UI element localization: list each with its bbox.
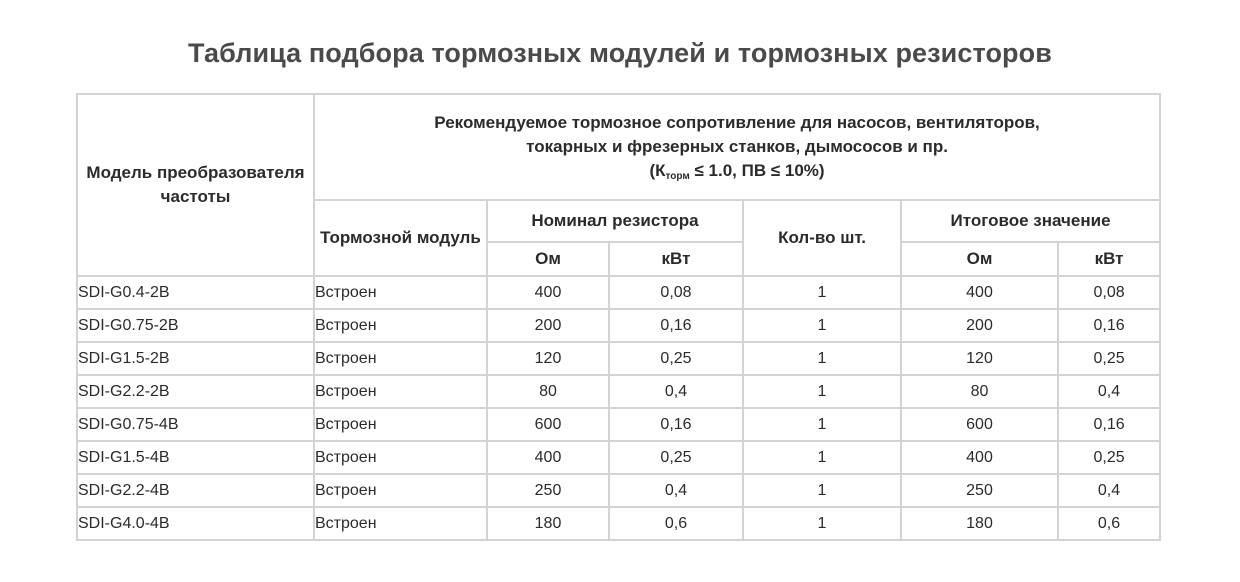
cell-quantity: 1 bbox=[743, 375, 901, 408]
cell-nominal-kw: 0,25 bbox=[609, 441, 743, 474]
cell-quantity: 1 bbox=[743, 342, 901, 375]
table-row bbox=[77, 342, 1160, 375]
cell-total-ohm: 400 bbox=[901, 441, 1058, 474]
cell-nominal-kw: 0,16 bbox=[609, 408, 743, 441]
cell-total-ohm: 600 bbox=[901, 408, 1058, 441]
cell-nominal-kw: 0,08 bbox=[609, 276, 743, 309]
cell-nominal-ohm: 80 bbox=[487, 375, 609, 408]
header-condition-subscript: торм bbox=[665, 171, 690, 182]
cell-module: Встроен bbox=[314, 441, 487, 474]
header-condition bbox=[649, 161, 824, 180]
cell-nominal-ohm: 200 bbox=[487, 309, 609, 342]
cell-nominal-ohm: 180 bbox=[487, 507, 609, 540]
cell-quantity: 1 bbox=[743, 276, 901, 309]
header-recommended-line1: Рекомендуемое тормозное сопротивление для насосов, вентиляторов, bbox=[434, 113, 1040, 132]
cell-quantity: 1 bbox=[743, 309, 901, 342]
cell-model: SDI-G1.5-2B bbox=[77, 342, 314, 375]
header-condition-open: (К bbox=[649, 161, 666, 180]
cell-nominal-kw: 0,25 bbox=[609, 342, 743, 375]
cell-module: Встроен bbox=[314, 309, 487, 342]
cell-nominal-ohm: 250 bbox=[487, 474, 609, 507]
brake-resistor-table bbox=[76, 93, 1161, 541]
header-condition-rest: ≤ 1.0, ПВ ≤ 10%) bbox=[689, 161, 825, 180]
cell-nominal-kw: 0,6 bbox=[609, 507, 743, 540]
header-brake-module: Тормозной модуль bbox=[314, 200, 487, 276]
cell-model: SDI-G1.5-4B bbox=[77, 441, 314, 474]
table-row bbox=[77, 474, 1160, 507]
cell-module: Встроен bbox=[314, 375, 487, 408]
cell-total-ohm: 80 bbox=[901, 375, 1058, 408]
cell-nominal-kw: 0,4 bbox=[609, 375, 743, 408]
cell-total-kw: 0,4 bbox=[1058, 375, 1160, 408]
page-title: Таблица подбора тормозных модулей и тормозных резисторов bbox=[188, 38, 1052, 68]
header-recommended-line2: токарных и фрезерных станков, дымососов и пр. bbox=[526, 137, 948, 156]
header-total-ohm: Ом bbox=[901, 242, 1058, 276]
cell-quantity: 1 bbox=[743, 408, 901, 441]
cell-nominal-ohm: 400 bbox=[487, 441, 609, 474]
header-nominal-kw: кВт bbox=[609, 242, 743, 276]
cell-module: Встроен bbox=[314, 276, 487, 309]
header-total-kw: кВт bbox=[1058, 242, 1160, 276]
header-recommended bbox=[314, 94, 1160, 200]
cell-total-kw: 0,16 bbox=[1058, 309, 1160, 342]
cell-module: Встроен bbox=[314, 408, 487, 441]
cell-total-kw: 0,16 bbox=[1058, 408, 1160, 441]
cell-model: SDI-G2.2-2B bbox=[77, 375, 314, 408]
cell-nominal-kw: 0,4 bbox=[609, 474, 743, 507]
cell-model: SDI-G0.75-2B bbox=[77, 309, 314, 342]
cell-quantity: 1 bbox=[743, 474, 901, 507]
header-nominal-ohm: Ом bbox=[487, 242, 609, 276]
table-row bbox=[77, 441, 1160, 474]
cell-total-ohm: 200 bbox=[901, 309, 1058, 342]
cell-total-kw: 0,4 bbox=[1058, 474, 1160, 507]
cell-module: Встроен bbox=[314, 474, 487, 507]
cell-total-kw: 0,6 bbox=[1058, 507, 1160, 540]
table-row bbox=[77, 276, 1160, 309]
cell-model: SDI-G4.0-4B bbox=[77, 507, 314, 540]
cell-nominal-kw: 0,16 bbox=[609, 309, 743, 342]
table-row bbox=[77, 507, 1160, 540]
cell-model: SDI-G2.2-4B bbox=[77, 474, 314, 507]
table-row bbox=[77, 375, 1160, 408]
table-row bbox=[77, 408, 1160, 441]
header-quantity: Кол-во шт. bbox=[743, 200, 901, 276]
cell-model: SDI-G0.75-4B bbox=[77, 408, 314, 441]
cell-total-ohm: 400 bbox=[901, 276, 1058, 309]
header-model: Модель преобразователя частоты bbox=[77, 94, 314, 276]
cell-total-ohm: 120 bbox=[901, 342, 1058, 375]
header-total: Итоговое значение bbox=[901, 200, 1160, 242]
cell-total-ohm: 250 bbox=[901, 474, 1058, 507]
cell-total-ohm: 180 bbox=[901, 507, 1058, 540]
cell-total-kw: 0,25 bbox=[1058, 441, 1160, 474]
cell-nominal-ohm: 400 bbox=[487, 276, 609, 309]
cell-total-kw: 0,25 bbox=[1058, 342, 1160, 375]
cell-quantity: 1 bbox=[743, 441, 901, 474]
cell-nominal-ohm: 600 bbox=[487, 408, 609, 441]
cell-module: Встроен bbox=[314, 342, 487, 375]
cell-model: SDI-G0.4-2B bbox=[77, 276, 314, 309]
header-resistor-nominal: Номинал резистора bbox=[487, 200, 743, 242]
cell-quantity: 1 bbox=[743, 507, 901, 540]
cell-total-kw: 0,08 bbox=[1058, 276, 1160, 309]
table-row bbox=[77, 309, 1160, 342]
cell-nominal-ohm: 120 bbox=[487, 342, 609, 375]
cell-module: Встроен bbox=[314, 507, 487, 540]
